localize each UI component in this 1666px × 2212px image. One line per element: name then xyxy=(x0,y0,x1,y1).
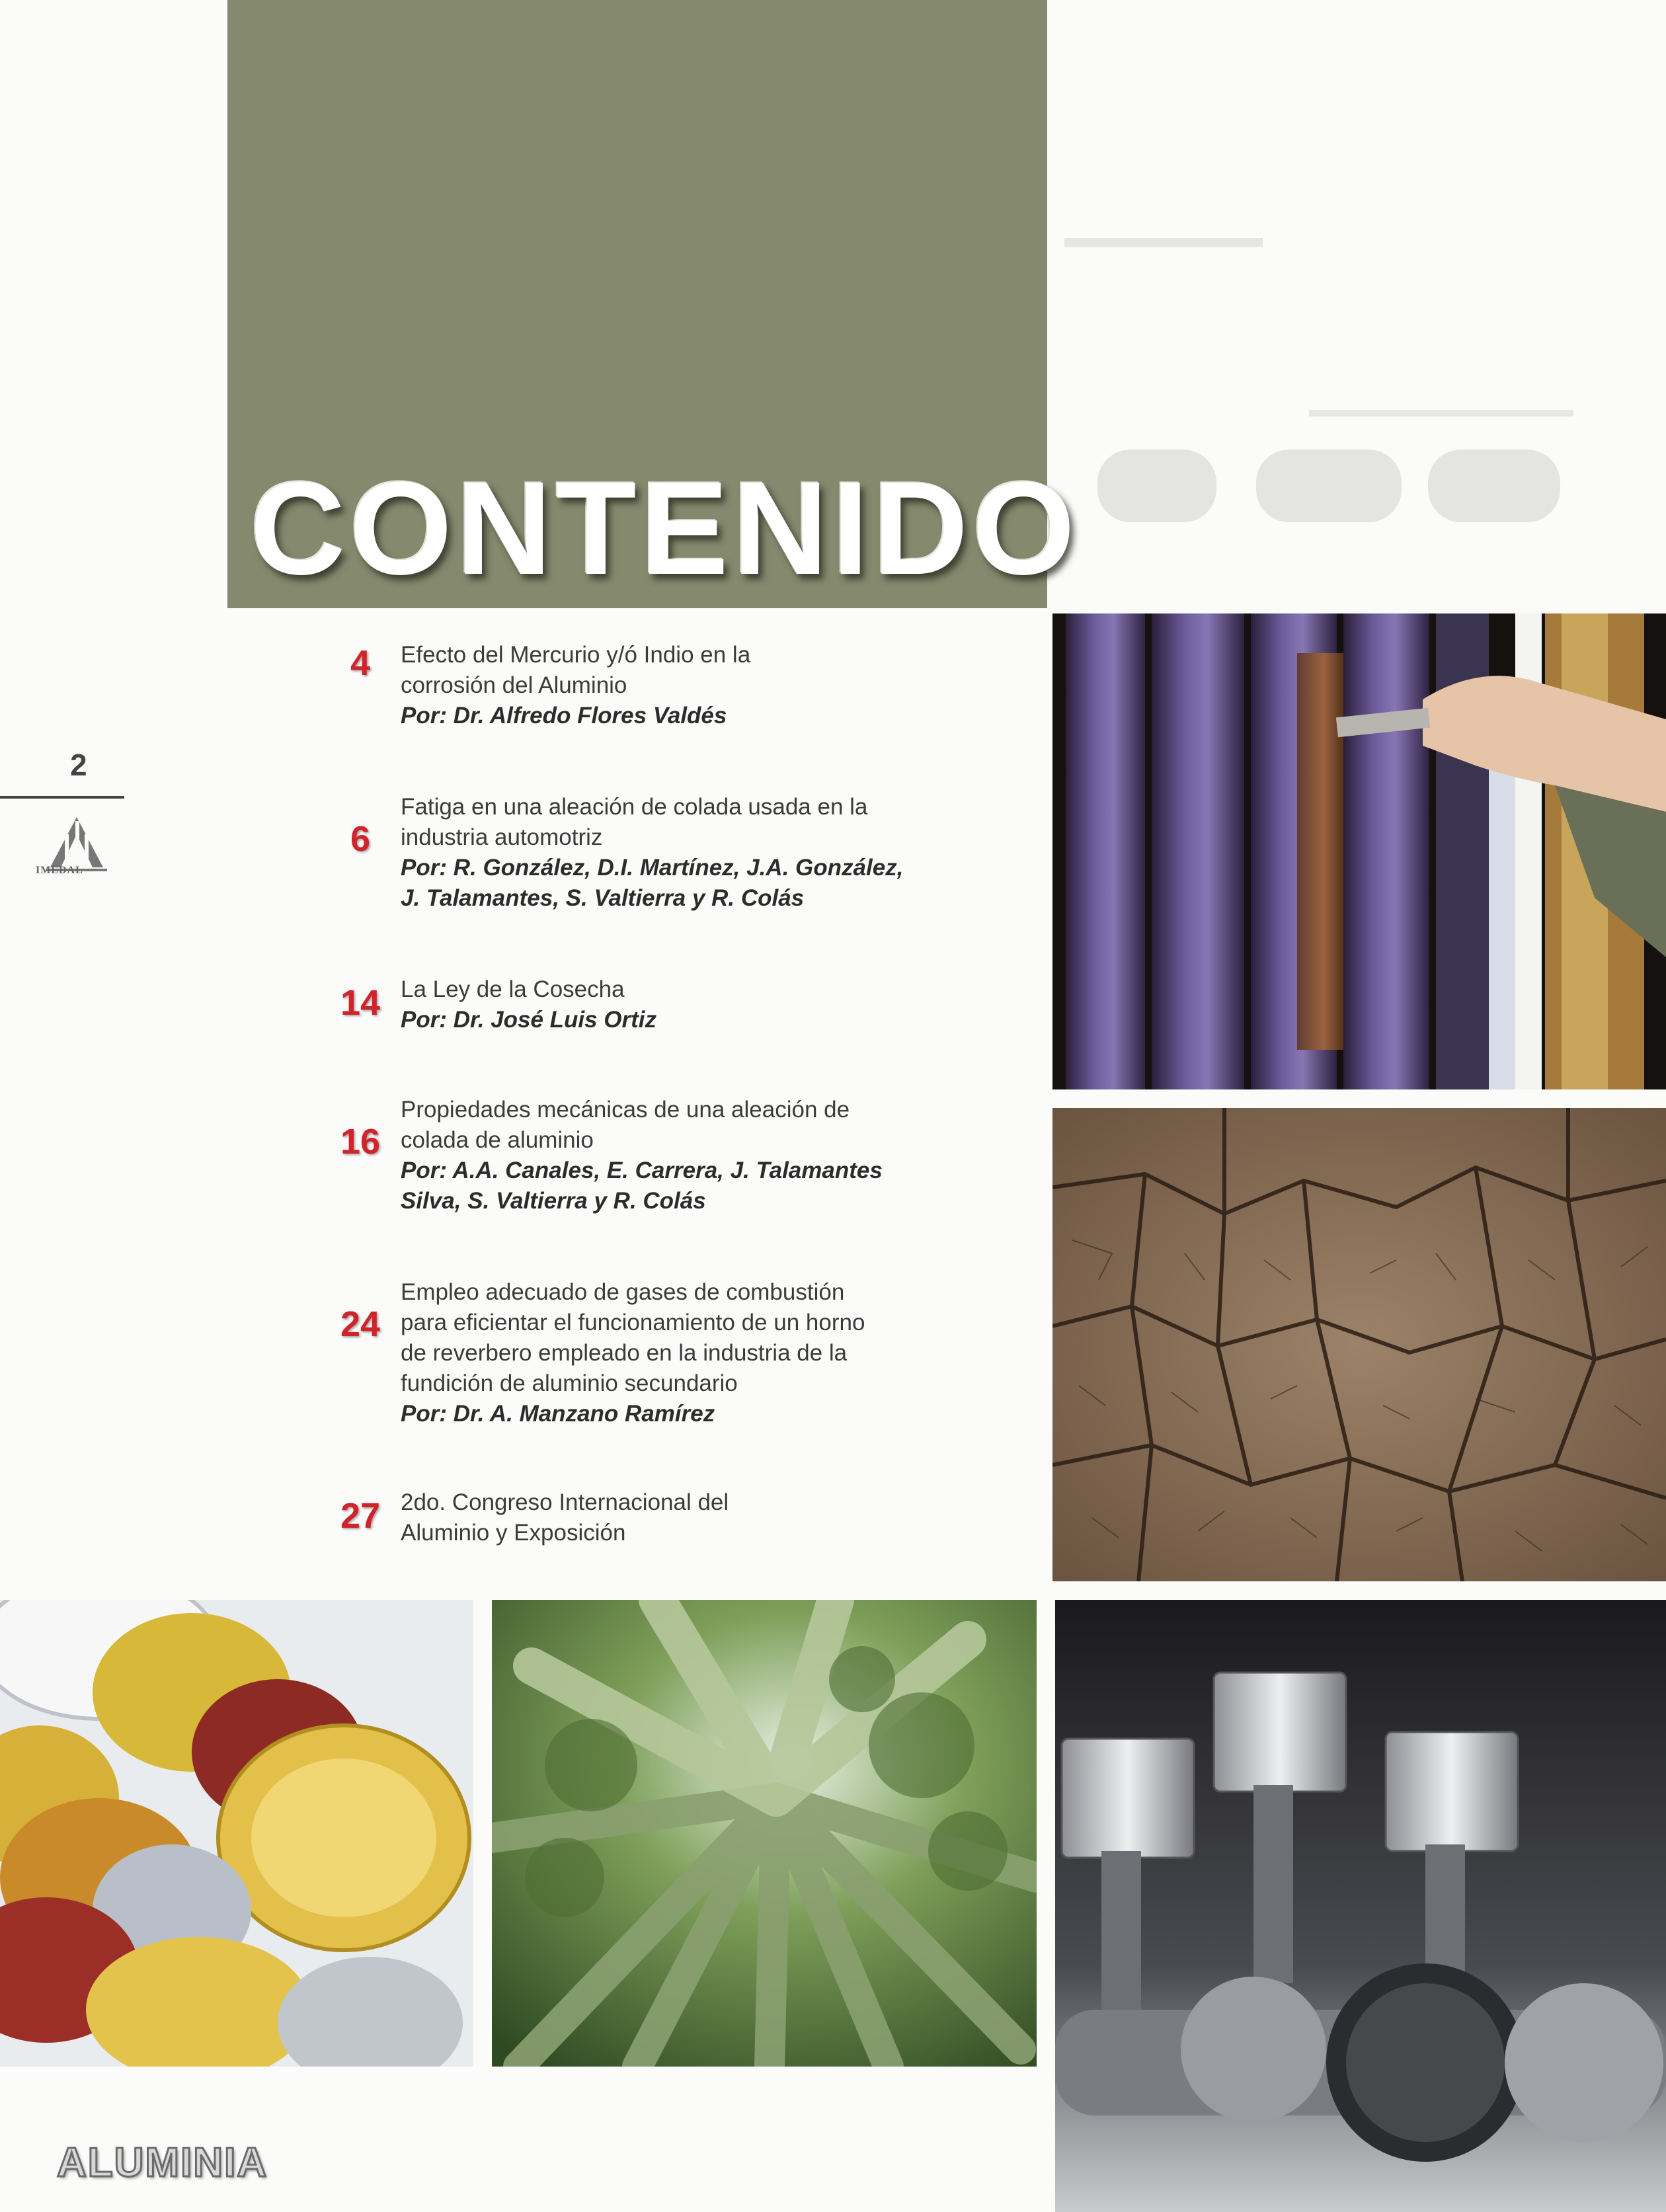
toc-author: Por: Dr. José Luis Ortiz xyxy=(401,1007,657,1033)
toc-page-number: 6 xyxy=(350,819,371,859)
toc-author: Por: A.A. Canales, E. Carrera, J. Talamantes Silva, S. Valtierra y R. Colás xyxy=(401,1158,883,1214)
imedal-logo-text: IMEDAL xyxy=(36,865,83,876)
toc-title: Propiedades mecánicas de una aleación de colada de aluminio xyxy=(401,1097,850,1153)
toc-text xyxy=(401,640,1049,731)
engine-pistons-photo xyxy=(1055,1600,1666,2212)
toc-text xyxy=(401,1487,1049,1548)
cracked-earth-photo xyxy=(1052,1108,1666,1581)
toc-author: Por: Dr. Alfredo Flores Valdés xyxy=(401,703,727,729)
toc-text xyxy=(401,1095,1049,1216)
toc-title: Efecto del Mercurio y/ó Indio en la corrosión del Aluminio xyxy=(401,642,751,698)
page-number: 2 xyxy=(70,748,87,782)
bamboo-forest-photo xyxy=(492,1600,1037,2067)
toc-text xyxy=(401,1277,1049,1429)
toc-text xyxy=(401,792,1049,914)
toc-title: 2do. Congreso Internacional del Aluminio y Exposición xyxy=(401,1489,729,1546)
toc-title: Empleo adecuado de gases de combustión para eficientar el funcionamiento de un horno de reverbero empleado en la industria de la fundición de aluminio secundario xyxy=(401,1279,865,1396)
toc-page-number: 16 xyxy=(340,1122,381,1162)
aluminum-containers-photo xyxy=(0,1600,473,2067)
margin-rule xyxy=(0,796,124,799)
aluminia-logo: ALUMINIA xyxy=(57,2140,268,2186)
toc-page-number: 27 xyxy=(340,1496,381,1536)
page-title: CONTENIDO xyxy=(250,455,1079,602)
toc-page-number: 4 xyxy=(350,643,371,683)
toc-title: Fatiga en una aleación de colada usada en la industria automotriz xyxy=(401,794,868,850)
toc-text xyxy=(401,974,1049,1035)
toc-author: Por: Dr. A. Manzano Ramírez xyxy=(401,1401,715,1427)
toc-page-number: 14 xyxy=(340,983,381,1023)
toc-page-number: 24 xyxy=(340,1304,381,1344)
show-through-ghost xyxy=(1058,198,1600,569)
corroded-pipes-photo xyxy=(1052,613,1666,1089)
toc-author: Por: R. González, D.I. Martínez, J.A. González, J. Talamantes, S. Valtierra y R. Colás xyxy=(401,855,904,911)
toc-title: La Ley de la Cosecha xyxy=(401,976,625,1002)
